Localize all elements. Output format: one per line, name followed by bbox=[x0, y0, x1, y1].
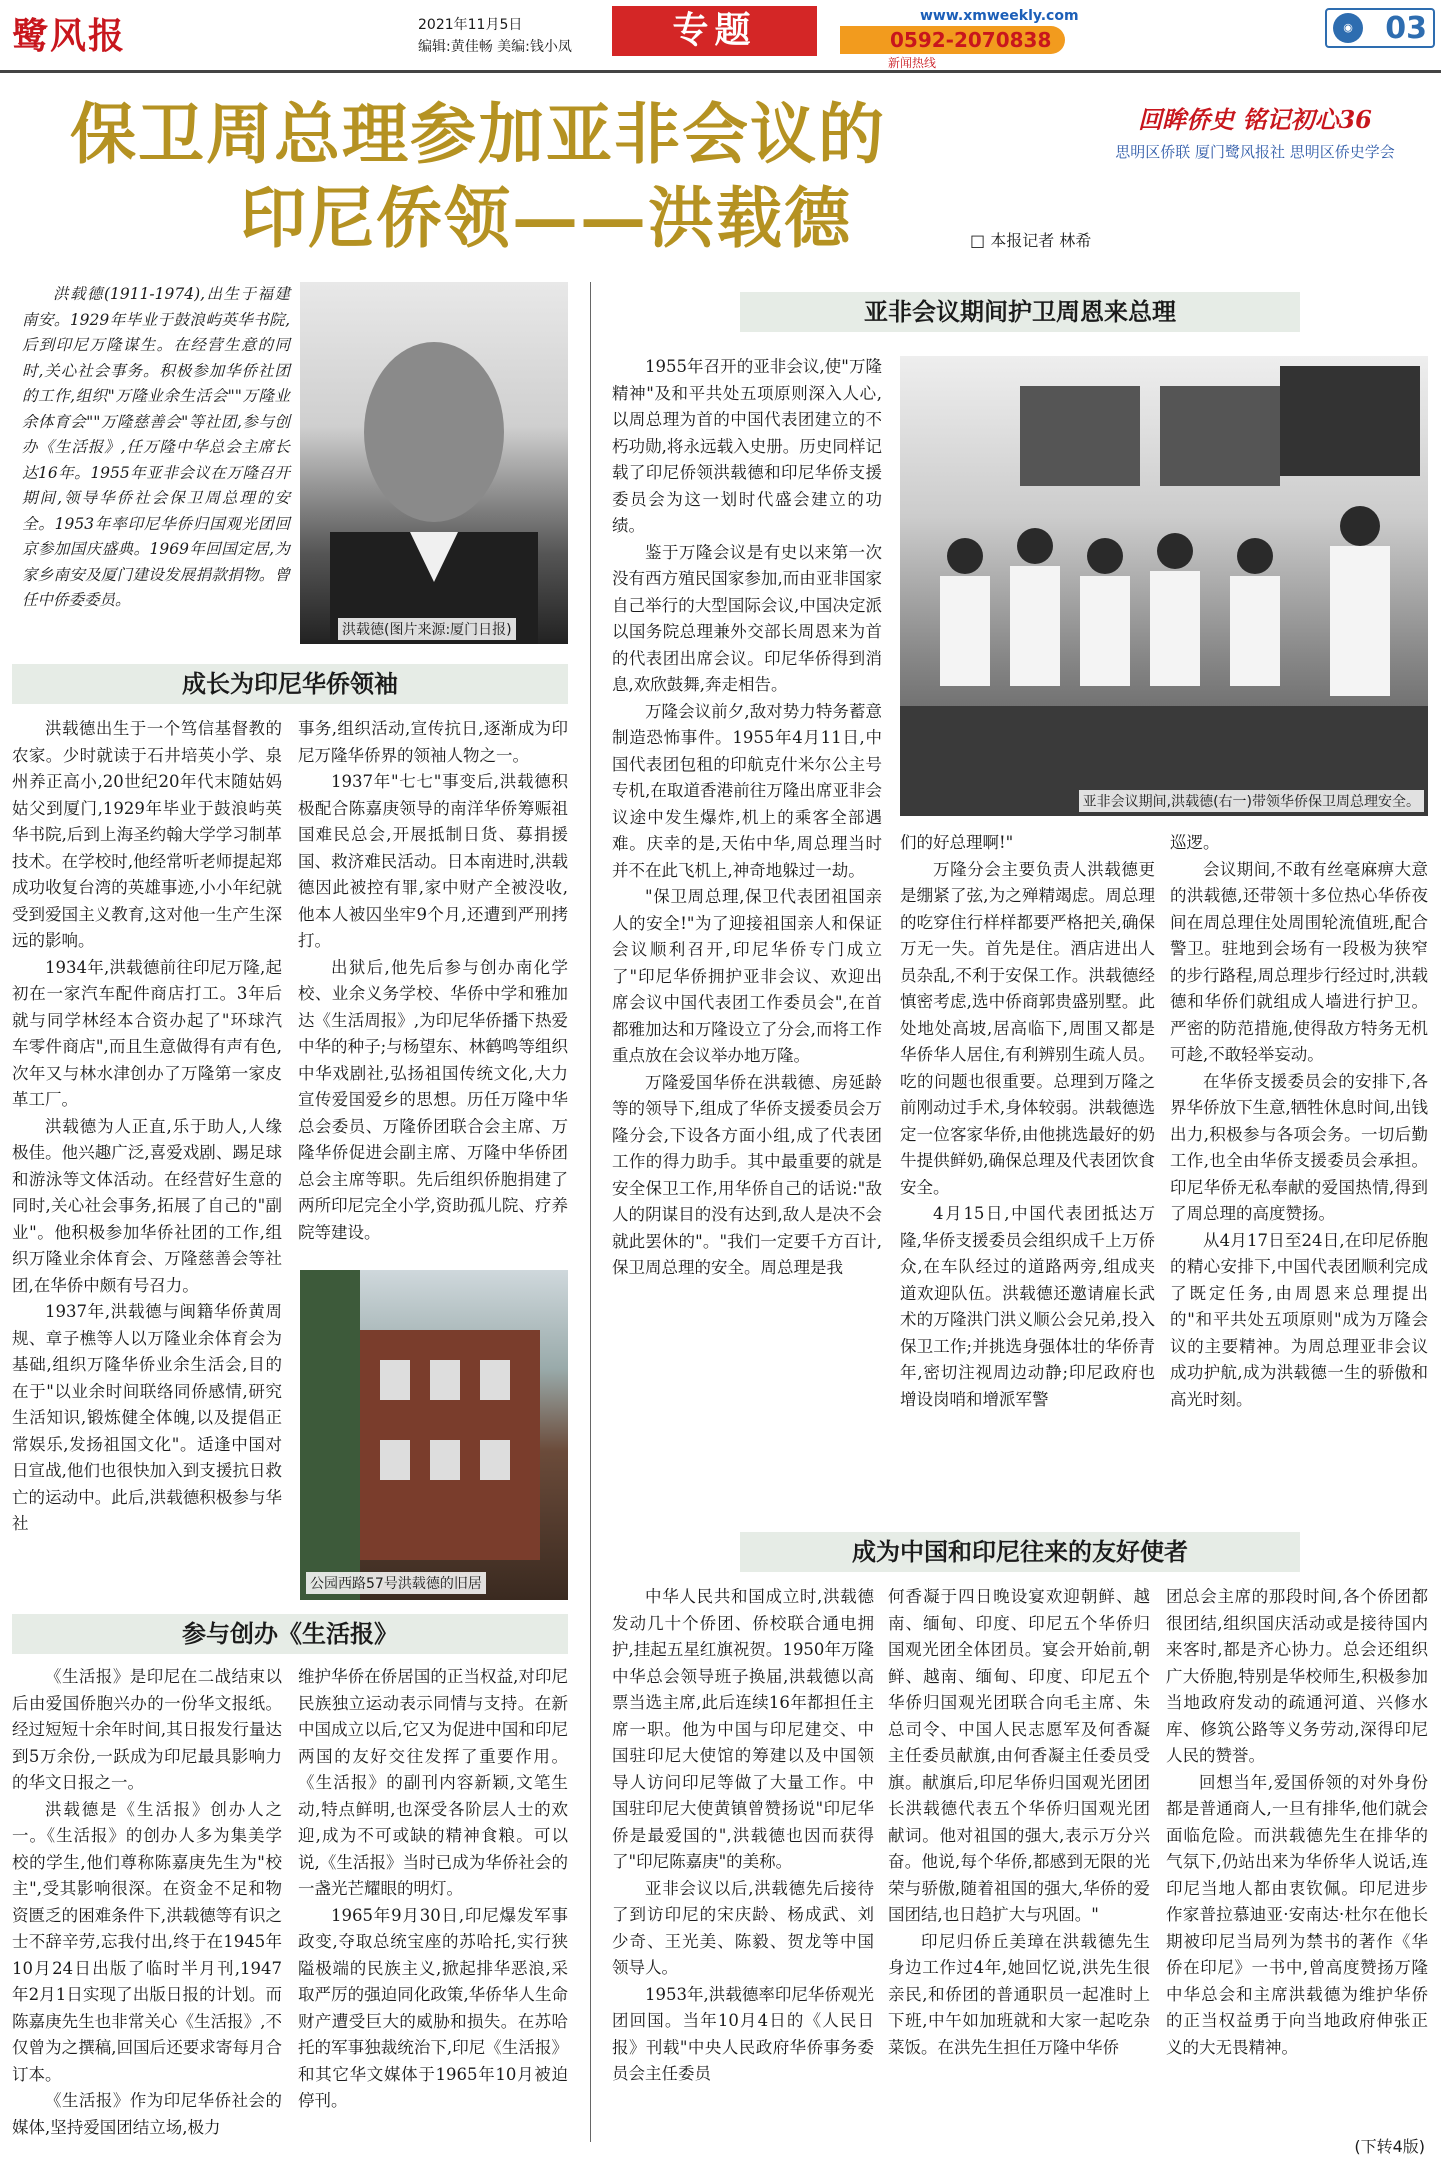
paragraph: 洪载德出生于一个笃信基督教的农家。少时就读于石井培英小学、泉州养正高小,20世纪20年代末随姑妈姑父到厦门,1929年毕业于鼓浪屿英华书院,后到上海圣约翰大学学习制革技术。在学校时,他经常听老师提起郑成功收复台湾的英雄事迹,小小年纪就受到爱国主义教育,这对他一生产生深远的影响。 bbox=[12, 719, 282, 950]
page-number: 03 bbox=[1385, 10, 1427, 46]
paragraph: 事务,组织活动,宣传抗日,逐渐成为印尼万隆华侨界的领袖人物之一。 bbox=[298, 719, 568, 765]
hotline-tag: 新闻热线 bbox=[888, 56, 937, 70]
meeting-photo bbox=[900, 356, 1428, 816]
series-box bbox=[1085, 100, 1425, 162]
hotline-phone: 0592-2070838 bbox=[840, 26, 1065, 54]
section1-col2 bbox=[298, 716, 568, 1246]
meeting-caption: 亚非会议期间,洪载德(右一)带领华侨保卫周总理安全。 bbox=[1079, 790, 1424, 812]
page-number-box bbox=[1325, 8, 1435, 48]
section-heading-3: 亚非会议期间护卫周恩来总理 bbox=[740, 292, 1300, 332]
issue-info bbox=[418, 14, 572, 58]
paragraph: 回想当年,爱国侨领的对外身份都是普通商人,一旦有排华,他们就会面临危险。而洪载德先生在排华的气氛下,仍站出来为华侨华人说话,连印尼当地人都由衷钦佩。印尼进步作家普拉慕迪亚·安南达·杜尔在他长期被印尼当局列为禁书的著作《华侨在印尼》一书中,曾高度赞扬万隆中华总会和主席洪载德为维护华侨的正当权益勇于向当地政府伸张正义的大无畏精神。 bbox=[1166, 1772, 1428, 2057]
bio-paragraph: 洪载德(1911-1974),出生于福建南安。1929年毕业于鼓浪屿英华书院,后到印尼万隆谋生。在经营生意的同时,关心社会事务。积极参加华侨社团的工作,组织"万隆业余生活会""万隆业余体育会""万隆慈善会"等社团,参与创办《生活报》,任万隆中华总会主席长达16年。1955年亚非会议在万隆召开期间,领导华侨社会保卫周总理的安全。1953年率印尼华侨归国观光团回京参加国庆盛典。1969年回国定居,为家乡南安及厦门建设发展捐款捐物。曾任中侨委委员。 bbox=[22, 285, 290, 609]
paragraph: 团总会主席的那段时间,各个侨团都很团结,组织国庆活动或是接待国内来客时,都是齐心协力。总会还组织广大侨胞,特别是华校师生,积极参加当地政府发动的疏通河道、兴修水库、修筑公路等义务劳动,深得印尼人民的赞誉。 bbox=[1166, 1587, 1428, 1765]
paragraph: 在华侨支援委员会的安排下,各界华侨放下生意,牺牲休息时间,出钱出力,积极参与各项会务。一切后勤工作,也全由华侨支援委员会承担。印尼华侨无私奉献的爱国热情,得到了周总理的高度赞扬。 bbox=[1170, 1071, 1428, 1223]
paragraph: 印尼归侨丘美璋在洪载德先生身边工作过4年,她回忆说,洪先生很亲民,和侨团的普通职员一起准时上下班,中午如加班就和大家一起吃杂菜饭。在洪先生担任万隆中华侨 bbox=[888, 1931, 1150, 2057]
section-heading-2: 参与创办《生活报》 bbox=[12, 1614, 568, 1654]
section3-col3 bbox=[1170, 830, 1428, 1413]
paragraph: 1934年,洪载德前往印尼万隆,起初在一家汽车配件商店打工。3年后就与同学林经本合资办起了"环球汽车零件商店",而且生意做得有声有色,次年又与林水津创办了万隆第一家皮革工厂。 bbox=[12, 957, 282, 1109]
newspaper-logo: 鹭风报 bbox=[12, 15, 127, 57]
paragraph: 《生活报》作为印尼华侨社会的媒体,坚持爱国团结立场,极力 bbox=[12, 2091, 282, 2137]
section4-col3 bbox=[1166, 1584, 1428, 2061]
paragraph: 鉴于万隆会议是有史以来第一次没有西方殖民国家参加,而由亚非国家自己举行的大型国际会议,中国决定派以国务院总理兼外交部长周恩来为首的代表团出席会议。印尼华侨得到消息,欢欣鼓舞,奔走相告。 bbox=[612, 542, 882, 694]
portrait-photo bbox=[300, 282, 568, 644]
section4-col2 bbox=[888, 1584, 1150, 2061]
section2-col2 bbox=[298, 1664, 568, 2115]
paragraph: 1955年召开的亚非会议,使"万隆精神"及和平共处五项原则深入人心,以周总理为首的中国代表团建立的不朽功勋,将永远载入史册。历史同样记载了印尼侨领洪载德和印尼华侨支援委员会为这一划时代盛会建立的功绩。 bbox=[612, 357, 882, 535]
paragraph: 中华人民共和国成立时,洪载德发动几十个侨团、侨校联合通电拥护,挂起五星红旗祝贺。1950年万隆中华总会领导班子换届,洪载德以高票当选主席,此后连续16年都担任主席一职。他为中国与印尼建交、中国驻印尼大使馆的筹建以及中国领导人访问印尼等做了大量工作。中国驻印尼大使黄镇曾赞扬说"印尼华侨是最爱国的",洪载德也因而获得了"印尼陈嘉庚"的美称。 bbox=[612, 1587, 874, 1871]
house-photo bbox=[300, 1270, 568, 1600]
section-heading-1: 成长为印尼华侨领袖 bbox=[12, 664, 568, 704]
paragraph: 《生活报》是印尼在二战结束以后由爱国侨胞兴办的一份华文报纸。经过短短十余年时间,其日报发行量达到5万余份,一跃成为印尼最具影响力的华文日报之一。 bbox=[12, 1667, 282, 1792]
paragraph: 洪载德为人正直,乐于助人,人缘极佳。他兴趣广泛,喜爱戏剧、踢足球和游泳等文体活动。在经营好生意的同时,关心社会事务,拓展了自己的"副业"。他积极参加华侨社团的工作,组织万隆业余体育会、万隆慈善会等社团,在华侨中颇有号召力。 bbox=[12, 1116, 282, 1295]
portrait-caption: 洪载德(图片来源:厦门日报) bbox=[338, 618, 516, 640]
issue-editors: 编辑:黄佳畅 美编:钱小凤 bbox=[418, 39, 572, 55]
series-title: 回眸侨史 铭记初心36 bbox=[1138, 105, 1372, 134]
portrait-illustration bbox=[300, 282, 568, 644]
house-illustration bbox=[300, 1270, 568, 1600]
bio-text bbox=[22, 282, 290, 614]
paragraph: 从4月17日至24日,在印尼侨胞的精心安排下,中国代表团顺利完成了既定任务,由周恩来总理提出的"和平共处五项原则"成为万隆会议的主要精神。为周总理亚非会议成功护航,成为洪载德一生的骄傲和高光时刻。 bbox=[1170, 1230, 1428, 1409]
paragraph: 1953年,洪载德率印尼华侨观光团回国。当年10月4日的《人民日报》刊载"中央人民政府华侨事务委员会主任委员 bbox=[612, 1984, 874, 2083]
issue-date: 2021年11月5日 bbox=[418, 17, 523, 33]
paragraph: 维护华侨在侨居国的正当权益,对印尼民族独立运动表示同情与支持。在新中国成立以后,它又为促进中国和印尼两国的友好交往发挥了重要作用。《生活报》的副刊内容新颖,文笔生动,特点鲜明,也深受各阶层人士的欢迎,成为不可或缺的精神食粮。可以说,《生活报》当时已成为华侨社会的一盏光芒耀眼的明灯。 bbox=[298, 1667, 568, 1898]
paragraph: 1937年"七七"事变后,洪载德积极配合陈嘉庚领导的南洋华侨筹赈祖国难民总会,开展抵制日货、募捐援国、救济难民活动。日本南进时,洪载德因此被控有罪,家中财产全被没收,他本人被囚坐牢9个月,还遭到严刑拷打。 bbox=[298, 772, 568, 950]
paragraph: "保卫周总理,保卫代表团祖国亲人的安全!"为了迎接祖国亲人和保证会议顺利召开,印尼华侨专门成立了"印尼华侨拥护亚非会议、欢迎出席会议中国代表团工作委员会",在首都雅加达和万隆设立了分会,而将工作重点放在会议举办地万隆。 bbox=[612, 887, 882, 1065]
paragraph: 1965年9月30日,印尼爆发军事政变,夺取总统宝座的苏哈托,实行狭隘极端的民族主义,掀起排华恶浪,采取严厉的强迫同化政策,华侨华人生命财产遭受巨大的威胁和损失。在苏哈托的军事独裁统治下,印尼《生活报》和其它华文媒体于1965年10月被迫停刊。 bbox=[298, 1905, 568, 2110]
section-heading-4: 成为中国和印尼往来的友好使者 bbox=[740, 1532, 1300, 1572]
meeting-illustration bbox=[900, 356, 1428, 816]
paragraph: 会议期间,不敢有丝毫麻痹大意的洪载德,还带领十多位热心华侨夜间在周总理住处周围轮流值班,配合警卫。驻地到会场有一段极为狭窄的步行路程,周总理步行经过时,洪载德和华侨们就组成人墙进行护卫。严密的防范措施,使得敌方特务无机可趁,不敢轻举妄动。 bbox=[1170, 859, 1428, 1064]
globe-icon: ◉ bbox=[1333, 13, 1363, 43]
paragraph: 们的好总理啊!" bbox=[900, 833, 1014, 852]
byline: □ 本报记者 林希 bbox=[970, 231, 1092, 250]
paragraph: 万隆会议前夕,敌对势力特务蓄意制造恐怖事件。1955年4月11日,中国代表团包租的印航克什米尔公主号专机,在取道香港前往万隆出席亚非会议途中发生爆炸,机上的乘客全部遇难。庆幸的是,天佑中华,周总理当时并不在此飞机上,神奇地躲过一劫。 bbox=[612, 701, 882, 880]
paragraph: 亚非会议以后,洪载德先后接待了到访印尼的宋庆龄、杨成武、刘少奇、王光美、陈毅、贺龙等中国领导人。 bbox=[612, 1878, 874, 1977]
column-divider bbox=[590, 282, 591, 2142]
continued-note: (下转4版) bbox=[1354, 2137, 1425, 2156]
paragraph: 4月15日,中国代表团抵达万隆,华侨支援委员会组织成千上万侨众,在车队经过的道路两旁,组成夹道欢迎队伍。洪载德还邀请雇长武术的万隆洪门洪义顺公会兄弟,投入保卫工作;并挑选身强体壮的华侨青年,密切注视周边动静;印尼政府也增设岗哨和增派军警 bbox=[900, 1204, 1155, 1409]
section1-col1 bbox=[12, 716, 282, 1538]
paragraph: 万隆爱国华侨在洪载德、房延龄等的领导下,组成了华侨支援委员会万隆分会,下设各方面小组,成了代表团工作的得力助手。其中最重要的就是安全保卫工作,用华侨自己的话说:"敌人的阴谋目的没有达到,敌人是决不会就此罢休的"。"我们一定要千方百计,保卫周总理的安全。周总理是我 bbox=[612, 1072, 882, 1277]
paragraph: 万隆分会主要负责人洪载德更是绷紧了弦,为之殚精竭虑。周总理的吃穿住行样样都要严格把关,确保万无一失。首先是住。酒店进出人员杂乱,不利于安保工作。洪载德经慎密考虑,选中侨商郭贵盛别墅。此处地处高坡,居高临下,周围又都是华侨华人居住,有利辨别生疏人员。吃的问题也很重要。总理到万隆之前刚动过手术,身体较弱。洪载德选定一位客家华侨,由他挑选最好的奶牛提供鲜奶,确保总理及代表团饮食安全。 bbox=[900, 859, 1155, 1197]
main-headline bbox=[70, 92, 990, 260]
section3-col2 bbox=[900, 830, 1155, 1413]
section4-col1 bbox=[612, 1584, 874, 2088]
series-sponsors: 思明区侨联 厦门鹭风报社 思明区侨史学会 bbox=[1115, 143, 1395, 161]
paragraph: 巡逻。 bbox=[1170, 833, 1220, 852]
paragraph: 出狱后,他先后参与创办南化学校、业余义务学校、华侨中学和雅加达《生活周报》,为印尼华侨播下热爱中华的种子;与杨望东、林鹤鸣等组织中华戏剧社,弘扬祖国传统文化,大力宣传爱国爱乡的思想。历任万隆中华总会委员、万隆侨团联合会主席、万隆华侨促进会副主席、万隆中华侨团总会主席等职。先后组织侨胞捐建了两所印尼完全小学,资助孤儿院、疗养院等建设。 bbox=[298, 957, 568, 1242]
paragraph: 何香凝于四日晚设宴欢迎朝鲜、越南、缅甸、印度、印尼五个华侨归国观光团全体团员。宴会开始前,朝鲜、越南、缅甸、印度、印尼五个华侨归国观光团联合向毛主席、朱总司令、中国人民志愿军及何香凝主任委员献旗,由何香凝主任委员受旗。献旗后,印尼华侨归国观光团团长洪载德代表五个华侨归国观光团献词。他对祖国的强大,表示万分兴奋。他说,每个华侨,都感到无限的光荣与骄傲,随着祖国的强大,华侨的爱国团结,也日趋扩大与巩固。" bbox=[888, 1587, 1150, 1924]
section2-col1 bbox=[12, 1664, 282, 2141]
website-url[interactable]: www.xmweekly.com bbox=[920, 8, 1079, 24]
section3-col1 bbox=[612, 354, 882, 1282]
section-badge: 专题 bbox=[612, 6, 817, 56]
paragraph: 1937年,洪载德与闽籍华侨黄周规、章子樵等人以万隆业余体育会为基础,组织万隆华侨业余生活会,目的在于"以业余时间联络同侨感情,研究生活知识,锻炼健全体魄,以及提倡正常娱乐,发扬祖国文化"。适逢中国对日宣战,他们也很快加入到支援抗日救亡的运动中。此后,洪载德积极参与华社 bbox=[12, 1302, 282, 1533]
headline-line-1: 保卫周总理参加亚非会议的 bbox=[70, 95, 886, 173]
top-rule bbox=[0, 70, 1441, 73]
hotline-box bbox=[840, 4, 1110, 70]
house-caption: 公园西路57号洪载德的旧居 bbox=[306, 1572, 486, 1594]
paragraph: 洪载德是《生活报》创办人之一。《生活报》的创办人多为集美学校的学生,他们尊称陈嘉庚先生为"校主",受其影响很深。在资金不足和物资匮乏的困难条件下,洪载德等有识之士不辞辛劳,忘我付出,终于在1945年10月24日出版了临时半月刊,1947年2月1日实现了出版日报的计划。而陈嘉庚先生也非常关心《生活报》,不仅曾为之撰稿,回国后还要求寄每月合订本。 bbox=[12, 1799, 282, 2084]
headline-line-2: 印尼侨领——洪载德 bbox=[240, 179, 852, 257]
